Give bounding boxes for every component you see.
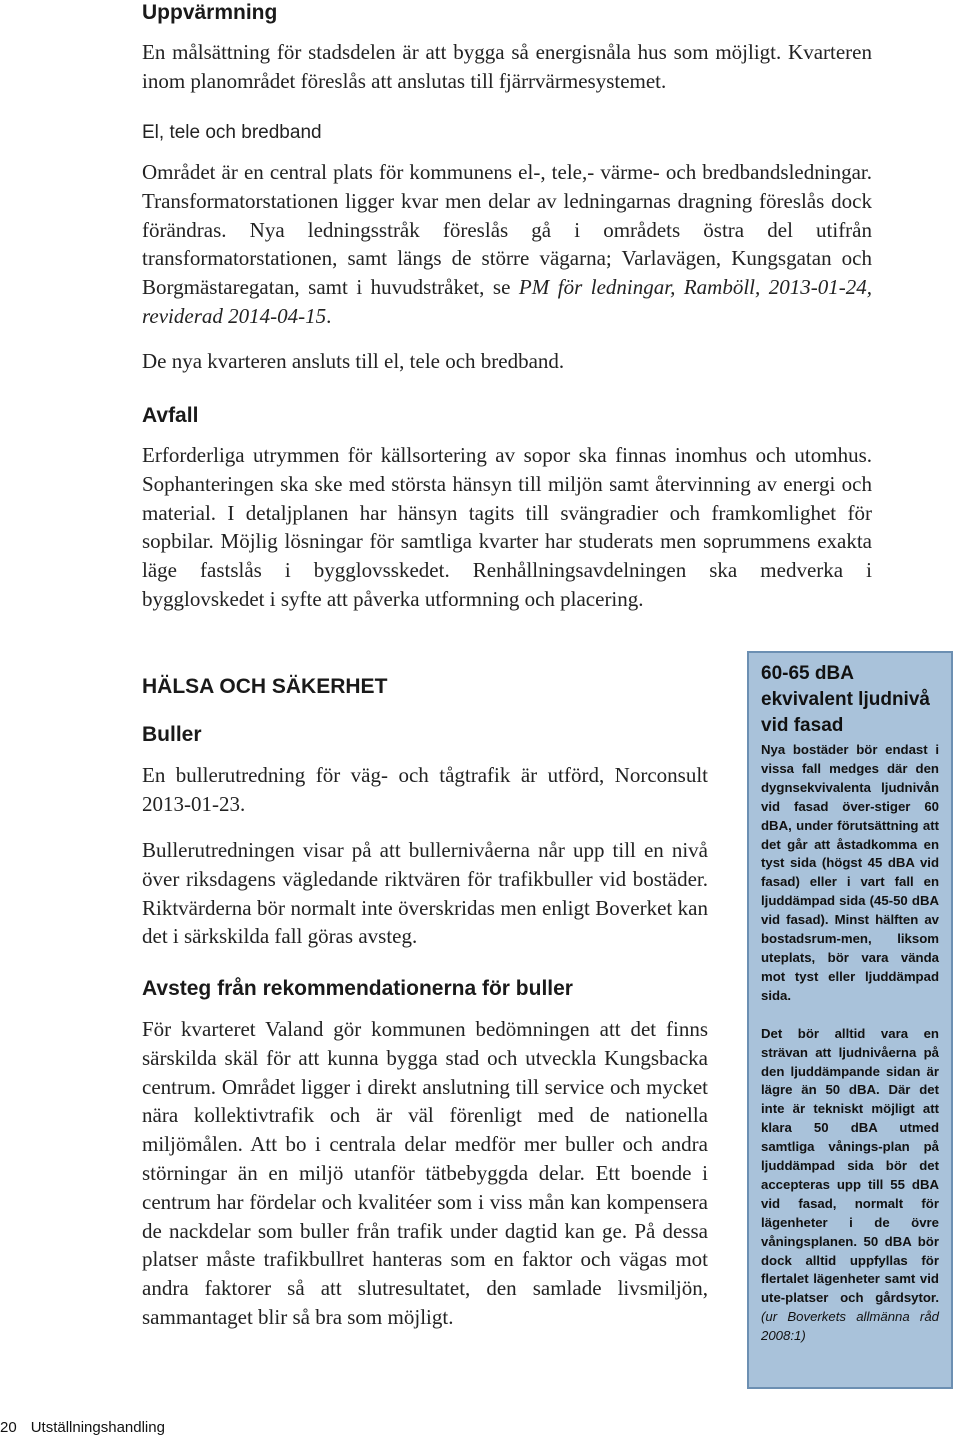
paragraph-uppvarmning: En målsättning för stadsdelen är att bygga så energisnåla hus som möjligt. Kvarteren inom planområdet föreslås att anslutas till fjärrvärmesystemet.: [142, 40, 872, 93]
page-number: 20: [0, 1419, 17, 1436]
noise-info-box: [747, 651, 953, 1389]
paragraph-el-tele-bredband-2: De nya kvarteren ansluts till el, tele och bredband.: [142, 349, 565, 373]
paragraph-avsteg: För kvarteret Valand gör kommunen bedömningen att det finns särskilda skäl för att kunna bygga stad och utveckla Kungsbacka centrum. Området ligger i direkt anslutning till service och mycket nära kollektivtrafik och är väl förenligt med de nationella miljömålen. Att bo i centrala delar medför mer buller och andra störningar än en miljö utanför tätbebyggda delar. Ett boende i centrum har fördelar och kvalitéer som i viss mån kan kompensera de nackdelar som buller från trafik under dagtid kan ge. På dessa platser måste trafikbullret hanteras som en faktor och vägas mot andra faktorer så att slutresultatet, den samlade livsmiljön, sammantaget blir så bra som möjligt.: [142, 1017, 708, 1329]
noise-info-paragraph-2-text: Det bör alltid vara en strävan att ljudnivåerna på den ljuddämpande sidan är lägre än 50 dBA. Där det inte är tekniskt möjligt att klara 50 dBA utmed samtliga vånings-plan på ljuddämpad sida bör det accepteras upp till 55 dBA vid fasad, normalt för lägenheter i de övre våningsplanen. 50 dBA bör dock alltid uppfyllas för flertalet lägenheter samt vid ute-platser och gårdsytor.: [761, 1025, 939, 1306]
heading-avfall: Avfall: [142, 404, 199, 427]
heading-avsteg: Avsteg från rekommendationerna för buller: [142, 977, 573, 1000]
utilities-reference: PM för ledningar, Ramböll, 2013-01-24, reviderad 2014-04-15: [142, 275, 873, 328]
paragraph-avfall: Erforderliga utrymmen för källsortering av sopor ska finnas inomhus och utomhus. Sophanteringen ska ske med största hänsyn till miljön samt återvinning av energi och material. I detaljplanen har hänsyn tagits till svängradier och framkomlighet för sopbilar. Möjlig lösningar för samtliga kvarter har studerats men soprummens exakta läge fastslås i bygglovsskedet. Renhållningsavdelningen ska medverka i bygglovskedet i syfte att påverka utformning och placering.: [142, 443, 872, 611]
noise-info-paragraph-2: [761, 1025, 939, 1346]
heading-halsa-och-sakerhet: HÄLSA OCH SÄKERHET: [142, 675, 388, 698]
document-label: Utställningshandling: [30, 1419, 165, 1436]
heading-uppvarmning: Uppvärmning: [142, 1, 278, 24]
utilities-text-end: .: [326, 303, 332, 328]
paragraph-el-tele-bredband: [142, 158, 872, 331]
noise-info-title: 60-65 dBA ekvivalent ljudnivå vid fasad: [761, 663, 930, 736]
paragraph-buller-2: Bullerutredningen visar på att bullernivåerna når upp till en nivå över riksdagens vägledande riktvären för trafikbuller vid bostäder. Riktvärderna bör normalt inte överskridas men enligt Boverket kan det i särkskilda fall göras avsteg.: [142, 838, 708, 949]
page-footer: [0, 1419, 165, 1436]
noise-info-source: (ur Boverkets allmänna råd 2008:1): [761, 1309, 939, 1344]
paragraph-buller-1: En bullerutredning för väg- och tågtrafik är utförd, Norconsult 2013-01-23.: [142, 763, 708, 816]
noise-info-paragraph-1: Nya bostäder bör endast i vissa fall medges där den dygnsekvivalenta ljudnivån vid fasad över-stiger 60 dBA, under förutsättning att det går att åstadkomma en tyst sida (högst 45 dBA vid fasad) eller i vart fall en ljuddämpad sida (45-50 dBA vid fasad). Minst hälften av bostadsrum-men, liksom uteplats, bör vara vända mot tyst eller ljuddämpad sida.: [761, 742, 939, 1003]
utilities-text-main: Området är en central plats för kommunens el-, tele,- värme- och bredbandsledningar. Transformatorstationen ligger kvar men delar av ledningarnas dragning föreslås dock förändras. Nya ledningsstråk föreslås gå i områdets östra del utifrån transformatorstationen, samt längs de större vägarna; Varlavägen, Kungsgatan och Borgmästaregatan, samt i huvudstråket, se: [142, 160, 872, 300]
heading-buller: Buller: [142, 723, 202, 746]
heading-el-tele-bredband: El, tele och bredband: [142, 122, 322, 143]
